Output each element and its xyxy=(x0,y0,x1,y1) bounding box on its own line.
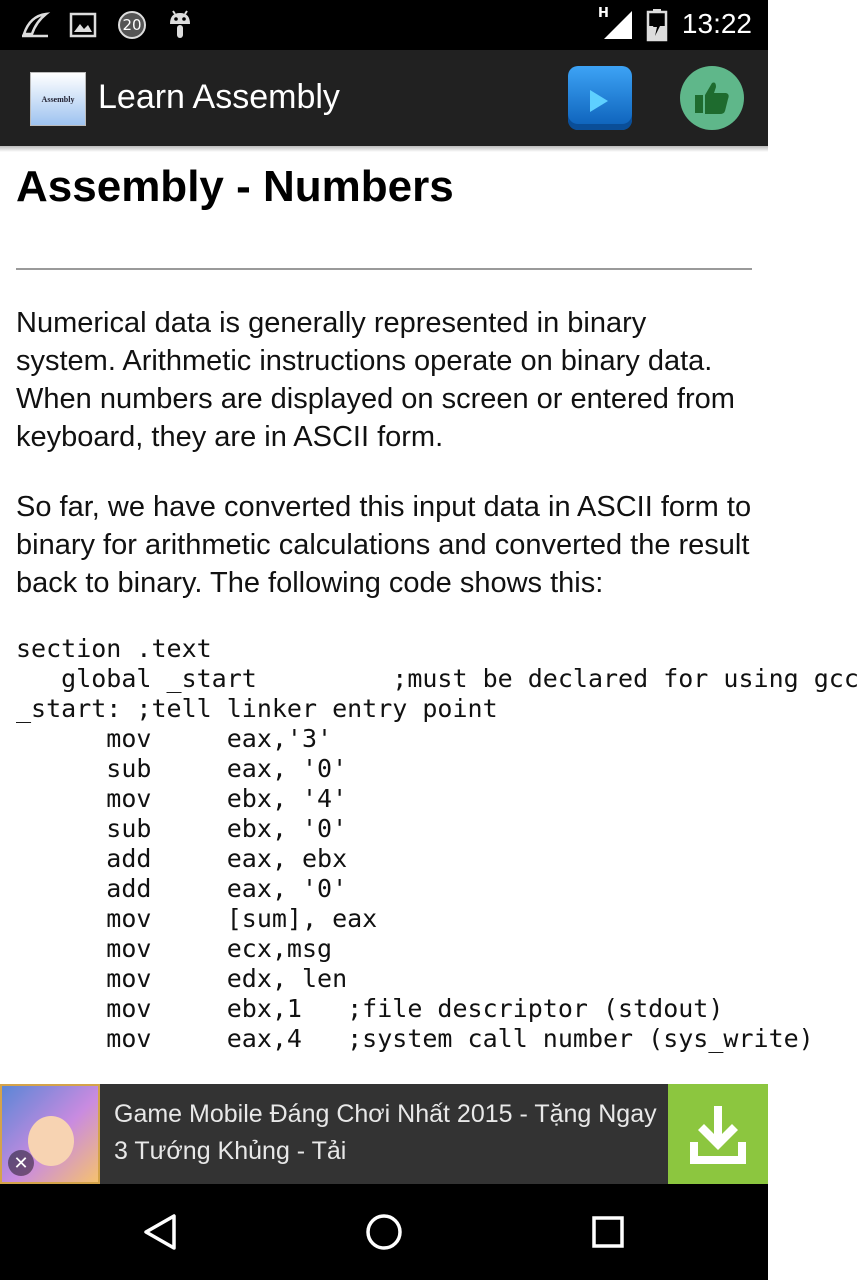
divider xyxy=(16,268,752,270)
download-button[interactable] xyxy=(668,1084,768,1184)
battery-icon xyxy=(642,8,672,42)
badge-icon xyxy=(115,8,149,42)
android-icon xyxy=(163,8,197,42)
article xyxy=(16,152,859,1054)
notification-count: 20 xyxy=(118,11,146,39)
network-type: H xyxy=(598,6,609,21)
paragraph-explanation: So far, we have converted this input data in ASCII form to binary for arithmetic calculations and converted the result back to binary. The following code shows this: xyxy=(16,491,752,599)
image-icon xyxy=(66,8,100,42)
thumbs-up-icon[interactable] xyxy=(680,66,744,130)
app-logo-text: Assembly xyxy=(41,94,75,104)
ad-thumbnail[interactable] xyxy=(0,1084,100,1184)
app-logo xyxy=(30,72,86,126)
download-icon xyxy=(682,1098,754,1170)
paragraph-intro: Numerical data is generally represented in binary system. Arithmetic instructions operate on binary data. When numbers are displayed on screen or entered from keyboard, they are in ASCII form. xyxy=(16,307,735,453)
navigation-bar xyxy=(0,1184,768,1280)
home-icon[interactable] xyxy=(360,1208,408,1256)
page-title: Assembly - Numbers xyxy=(16,162,454,211)
store-icon[interactable] xyxy=(568,66,632,130)
ad-character-image xyxy=(28,1116,74,1166)
app-notification-icon xyxy=(18,8,52,42)
play-triangle-icon xyxy=(590,90,608,112)
app-bar xyxy=(0,50,768,146)
signal-icon xyxy=(596,8,636,42)
back-icon[interactable] xyxy=(136,1208,184,1256)
ad-banner[interactable] xyxy=(0,1084,768,1184)
recents-icon[interactable] xyxy=(584,1208,632,1256)
app-title: Learn Assembly xyxy=(98,78,340,116)
close-icon[interactable]: ✕ xyxy=(8,1150,34,1176)
clock: 13:22 xyxy=(681,8,752,39)
status-bar xyxy=(0,0,768,50)
ad-text[interactable]: Game Mobile Đáng Chơi Nhất 2015 - Tặng Ngay 3 Tướng Khủng - Tải xyxy=(100,1084,668,1184)
code-block[interactable]: section .text global _start ;must be declared for using gcc _start: ;tell linker entry point mov eax,'3' sub eax, '0' mov ebx, '4' sub ebx, '0' add eax, ebx add eax, '0' mov [sum], eax mov ecx,msg mov edx, len mov ebx,1 ;file descriptor (stdout) mov eax,4 ;system call number (sys_write) xyxy=(16,634,859,1053)
